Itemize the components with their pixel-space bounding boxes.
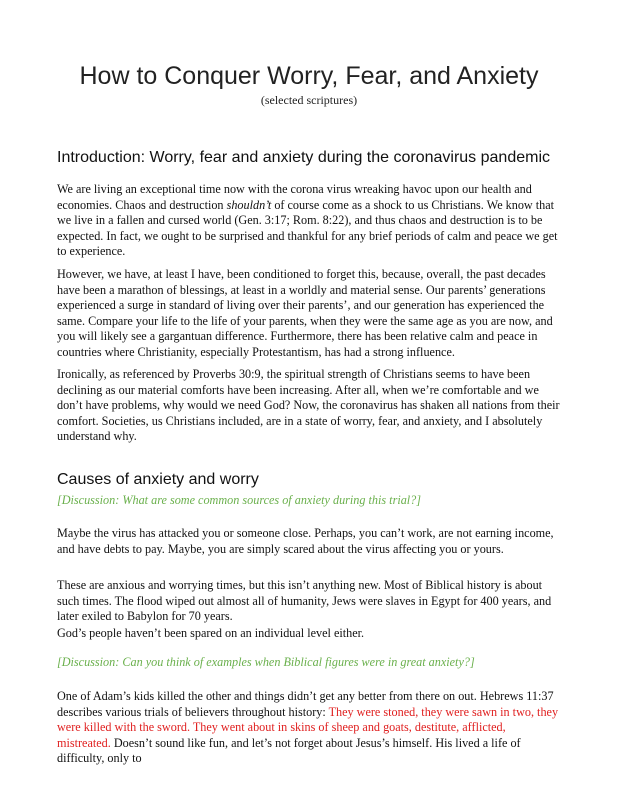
scripture-quote: They were stoned, they were sawn in two, they were killed with the sword. They went about in skins of sheep and goats, destitute, afflicted, mistreated. bbox=[57, 704, 559, 750]
section-heading-causes: Causes of anxiety and worry bbox=[57, 471, 259, 488]
text-run: of course come as a shock to us Christians. We know that we live in a fallen and cursed world (Gen. 3:17; Rom. 8:22), and thus chaos and destruction is to be expected. In fact, we ought to be surprised and thankful for any brief periods of calm and peace we get to experience. bbox=[57, 197, 558, 258]
causes-paragraph-1: Maybe the virus has attacked you or someone close. Perhaps, you can’t work, are not earning income, and have debts to pay. Maybe, you are simply scared about the virus affecting you or yours. bbox=[57, 526, 554, 556]
intro-paragraph-1 bbox=[57, 182, 562, 260]
causes-paragraph-2: These are anxious and worrying times, but this isn’t anything new. Most of Biblical history is about such times. The flood wiped out almost all of humanity, Jews were slaves in Egypt for 400 years, and later exiled to Babylon for 70 years. bbox=[57, 578, 552, 623]
section-heading-introduction: Introduction: Worry, fear and anxiety during the coronavirus pandemic bbox=[57, 149, 550, 166]
document-subtitle: (selected scriptures) bbox=[260, 93, 358, 107]
causes-paragraph-4 bbox=[57, 689, 562, 765]
emphasis-text: shouldn’t bbox=[226, 197, 272, 212]
causes-paragraph-3: God’s people haven’t been spared on an individual level either. bbox=[57, 626, 365, 640]
document-title: How to Conquer Worry, Fear, and Anxiety bbox=[79, 62, 539, 90]
discussion-prompt-1: [Discussion: What are some common sources of anxiety during this trial?] bbox=[57, 493, 422, 507]
intro-paragraph-2: However, we have, at least I have, been conditioned to forget this, because, overall, the past decades have been a marathon of blessings, at least in a worldly and material sense. Our parents’ generations experienced a surge in standard of living over their parents’, and our generation has experienced the same. Compare your life to the life of your parents, when they were the same age as you are now, and you will likely see a gargantuan difference. Furthermore, there has been relative calm and peace in countries where Christianity, especially Protestantism, has had a strong influence. bbox=[57, 267, 553, 359]
text-run: We are living an exceptional time now with the corona virus wreaking havoc upon our health and economies. Chaos and destruction bbox=[57, 182, 532, 212]
intro-paragraph-3: Ironically, as referenced by Proverbs 30:9, the spiritual strength of Christians seems to have been declining as our material comforts have been increasing. After all, when we’re comfortable and we don’t have problems, why would we need God? Now, the coronavirus has shaken all nations from their comfort. Societies, us Christians included, are in a state of worry, fear, and anxiety, and I absolutely understand why. bbox=[57, 367, 560, 443]
text-run: Doesn’t sound like fun, and let’s not forget about Jesus’s himself. His lived a life of difficulty, only to bbox=[57, 735, 521, 765]
discussion-prompt-2: [Discussion: Can you think of examples when Biblical figures were in great anxiety?] bbox=[57, 655, 475, 669]
text-run: One of Adam’s kids killed the other and things didn’t get any better from there on out. Hebrews 11:37 describes various trials of believers throughout history: bbox=[57, 689, 554, 719]
